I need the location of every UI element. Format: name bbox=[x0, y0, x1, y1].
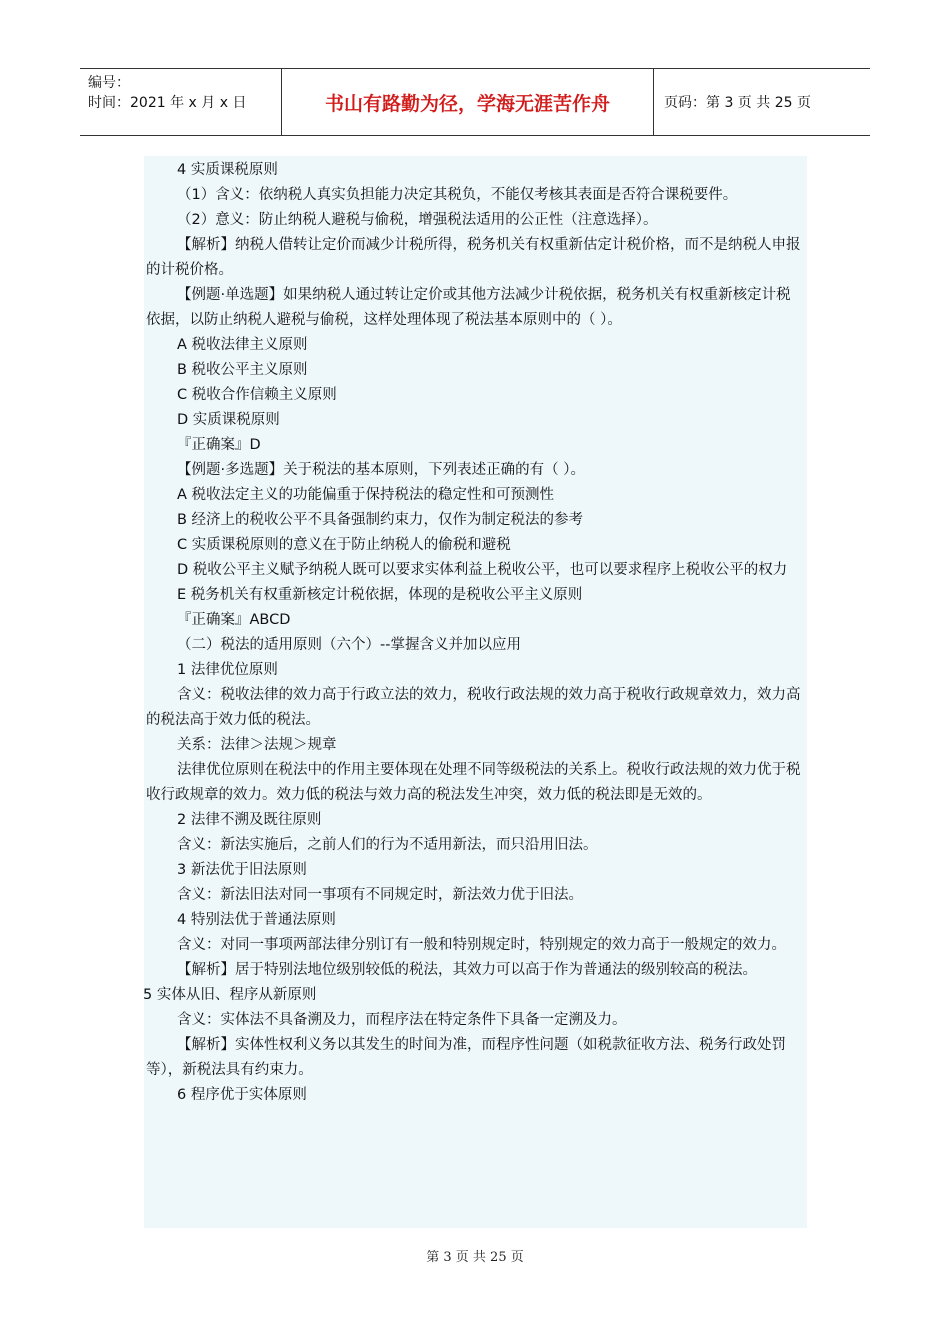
subsection-heading: 6 程序优于实体原则 bbox=[177, 1087, 307, 1103]
paragraph: 含义：新法实施后，之前人们的行为不适用新法，而只沿用旧法。 bbox=[177, 837, 598, 853]
document-number-label: 编号： bbox=[88, 75, 130, 91]
option-item: A 税收法定主义的功能偏重于保持税法的稳定性和可预测性 bbox=[177, 487, 555, 503]
paragraph: 含义：税收法律的效力高于行政立法的效力，税收行政法规的效力高于税收行政规章效力，效力高的税法高于效力低的税法。 bbox=[146, 687, 801, 728]
subsection-heading: 3 新法优于旧法原则 bbox=[177, 862, 307, 878]
subsection-heading: 5 实体从旧、程序从新原则 bbox=[143, 987, 317, 1003]
section-heading: 4 实质课税原则 bbox=[177, 162, 278, 178]
paragraph: （2）意义：防止纳税人避税与偷税，增强税法适用的公正性（注意选择）。 bbox=[177, 212, 658, 228]
answer-line: 『正确案』ABCD bbox=[177, 612, 291, 628]
option-item: D 税收公平主义赋予纳税人既可以要求实体利益上税收公平，也可以要求程序上税收公平的权力 bbox=[177, 562, 788, 578]
paragraph: （1）含义：依纳税人真实负担能力决定其税负，不能仅考核其表面是否符合课税要件。 bbox=[177, 187, 738, 203]
example-question: 【例题·多选题】关于税法的基本原则，下列表述正确的有（ ）。 bbox=[177, 462, 585, 478]
header-page-info: 页码：第 3 页 共 25 页 bbox=[664, 95, 811, 111]
option-item: D 实质课税原则 bbox=[177, 412, 280, 428]
answer-line: 『正确案』D bbox=[177, 437, 261, 453]
document-time-label: 时间：2021 年 x 月 x 日 bbox=[88, 95, 247, 111]
analysis-paragraph: 【解析】居于特别法地位级别较低的税法，其效力可以高于作为普通法的级别较高的税法。 bbox=[177, 962, 757, 978]
analysis-paragraph: 【解析】纳税人借转让定价而减少计税所得，税务机关有权重新估定计税价格，而不是纳税人申报的计税价格。 bbox=[146, 237, 801, 278]
header-meta bbox=[80, 69, 282, 135]
subsection-heading: 2 法律不溯及既往原则 bbox=[177, 812, 322, 828]
option-item: B 税收公平主义原则 bbox=[177, 362, 308, 378]
paragraph: 关系：法律＞法规＞规章 bbox=[177, 737, 337, 753]
paragraph: 含义：新法旧法对同一事项有不同规定时，新法效力优于旧法。 bbox=[177, 887, 583, 903]
page-header bbox=[80, 68, 870, 136]
paragraph: 法律优位原则在税法中的作用主要体现在处理不同等级税法的关系上。税收行政法规的效力优于税收行政规章的效力。效力低的税法与效力高的税法发生冲突，效力低的税法即是无效的。 bbox=[146, 762, 801, 803]
header-motto: 书山有路勤为径，学海无涯苦作舟 bbox=[282, 69, 654, 135]
document-body bbox=[144, 156, 807, 1228]
option-item: C 税收合作信赖主义原则 bbox=[177, 387, 337, 403]
analysis-paragraph: 【解析】实体性权利义务以其发生的时间为准，而程序性问题（如税款征收方法、税务行政处罚等），新税法具有约束力。 bbox=[146, 1037, 786, 1078]
paragraph: 含义：对同一事项两部法律分别订有一般和特别规定时，特别规定的效力高于一般规定的效力。 bbox=[177, 937, 786, 953]
subsection-heading: 1 法律优位原则 bbox=[177, 662, 278, 678]
option-item: C 实质课税原则的意义在于防止纳税人的偷税和避税 bbox=[177, 537, 511, 553]
paragraph: 含义：实体法不具备溯及力，而程序法在特定条件下具备一定溯及力。 bbox=[177, 1012, 627, 1028]
section-heading: （二）税法的适用原则（六个）--掌握含义并加以应用 bbox=[177, 637, 521, 653]
subsection-heading: 4 特别法优于普通法原则 bbox=[177, 912, 336, 928]
option-item: E 税务机关有权重新核定计税依据，体现的是税收公平主义原则 bbox=[177, 587, 583, 603]
page-footer: 第 3 页 共 25 页 bbox=[426, 1250, 524, 1265]
option-item: A 税收法律主义原则 bbox=[177, 337, 308, 353]
option-item: B 经济上的税收公平不具备强制约束力，仅作为制定税法的参考 bbox=[177, 512, 584, 528]
example-question: 【例题·单选题】如果纳税人通过转让定价或其他方法减少计税依据，税务机关有权重新核定计税依据，以防止纳税人避税与偷税，这样处理体现了税法基本原则中的（ ）。 bbox=[146, 287, 791, 328]
